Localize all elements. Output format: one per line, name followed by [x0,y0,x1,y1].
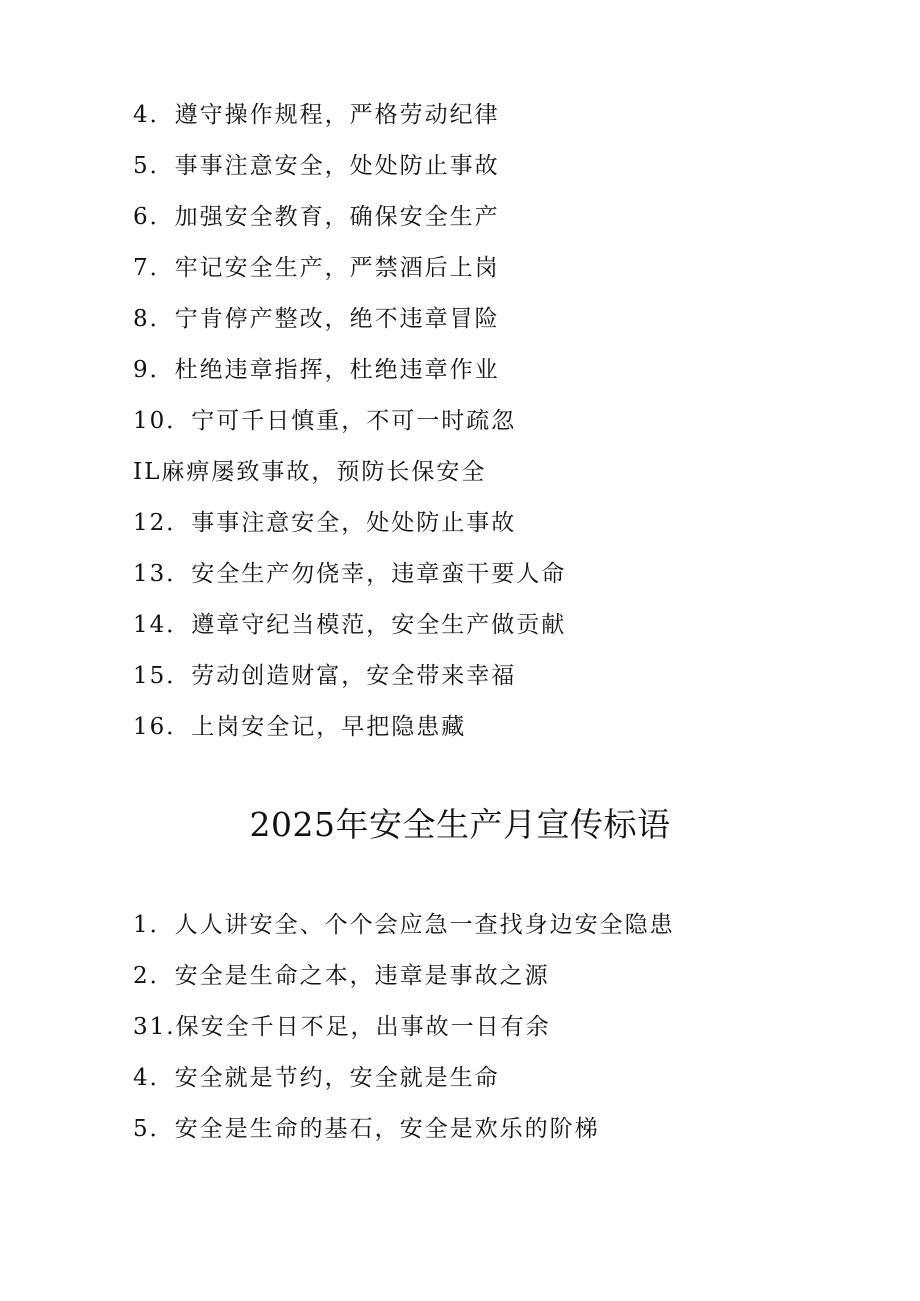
slogan-item: 15．劳动创造财富，安全带来幸福 [133,663,517,689]
slogan-item: IL麻痹屡致事故，预防长保安全 [133,459,487,485]
slogan-item: 1．人人讲安全、个个会应急一查找身边安全隐患 [133,912,675,938]
slogan-item: 6．加强安全教育，确保安全生产 [133,204,500,230]
section-title: 2025年安全生产月宣传标语 [249,805,671,844]
slogan-item: 9．杜绝违章指挥，杜绝违章作业 [133,357,500,383]
slogan-list-2025 [133,906,675,1161]
slogan-item: 14．遵章守纪当模范，安全生产做贡献 [133,612,567,638]
slogan-item: 5．安全是生命的基石，安全是欢乐的阶梯 [133,1116,600,1142]
slogan-list-continued [133,96,566,759]
slogan-item: 5．事事注意安全，处处防止事故 [133,153,500,179]
slogan-item: 13．安全生产勿侥幸，违章蛮干要人命 [133,561,567,587]
slogan-item: 31.保安全千日不足，出事故一日有余 [133,1014,551,1040]
slogan-item: 10．宁可千日慎重，不可一时疏忽 [133,408,517,434]
slogan-item: 7．牢记安全生产，严禁酒后上岗 [133,255,500,281]
slogan-item: 8．宁肯停产整改，绝不违章冒险 [133,306,500,332]
slogan-item: 4．遵守操作规程，严格劳动纪律 [133,102,500,128]
slogan-item: 12．事事注意安全，处处防止事故 [133,510,517,536]
slogan-item: 2．安全是生命之本，违章是事故之源 [133,963,550,989]
slogan-item: 4．安全就是节约，安全就是生命 [133,1065,500,1091]
slogan-item: 16．上岗安全记，早把隐患藏 [133,714,467,740]
